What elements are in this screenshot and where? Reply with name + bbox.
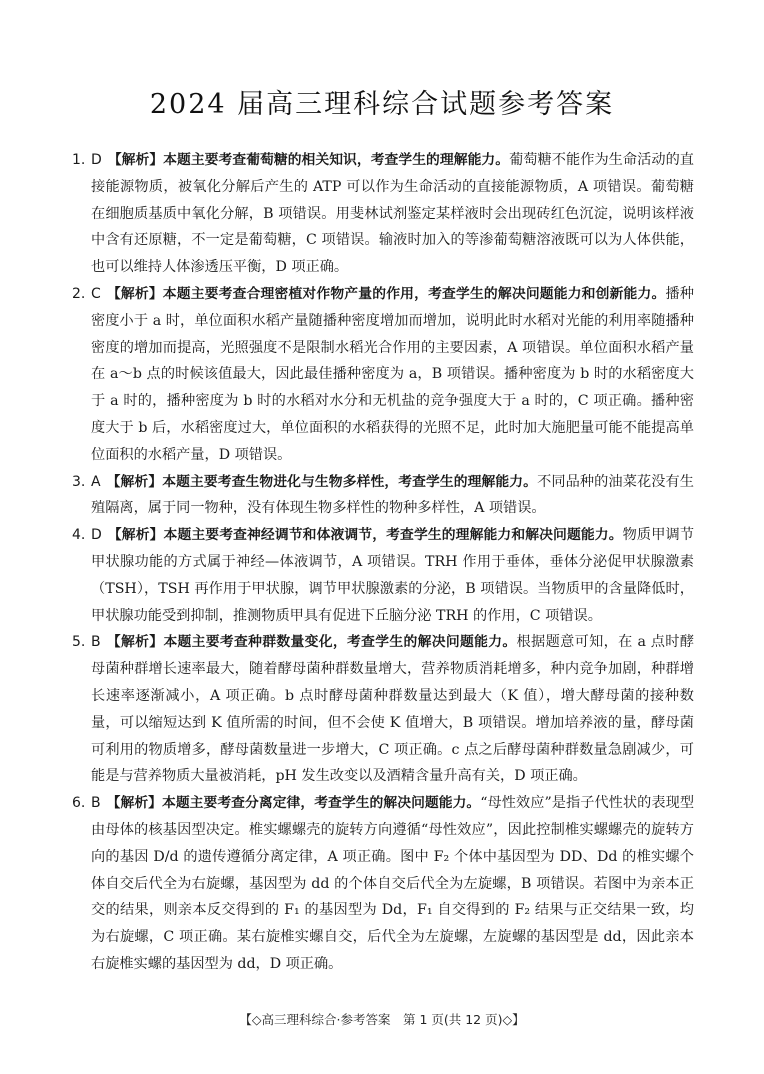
item-number: 6. xyxy=(72,795,86,812)
item-answer: B xyxy=(91,634,101,651)
item-body: 根据题意可知，在 a 点时酵母菌种群增长速率最大，随着酵母菌种群数量增大，营养物质消耗增多，种内竞争加剧，种群增长速率逐渐减小，A 项正确。b 点时酵母菌种群数量达到最大（K 值），增大酵母菌的接种数量，可以缩短达到 K 值所需的时间，但不会使 K 值增大，B 项错误。增加培养液的量，酵母菌可利用的物质增多，酵母菌数量进一步增大，C 项正确。c 点之后酵母菌种群数量急剧减少，可能是与营养物质大量被消耗，pH 发生改变以及酒精含量升高有关，D 项正确。 xyxy=(91,634,695,785)
item-number: 5. xyxy=(72,634,86,651)
item-number: 2. xyxy=(72,285,86,302)
item-tag: 【解析】 xyxy=(107,152,164,168)
answer-list xyxy=(72,147,694,978)
item-tag: 【解析】 xyxy=(106,473,163,490)
item-body: 葡萄糖不能作为生命活动的直接能源物质，被氧化分解后产生的 ATP 可以作为生命活动的直接能源物质，A 项错误。葡萄糖在细胞质基质中氧化分解，B 项错误。用斐林试剂鉴定某样液时会出现砖红色沉淀，说明该样液中含有还原糖，不一定是葡萄糖，C 项错误。输液时加入的等渗葡萄糖溶液既可以为人体供能，也可以维持人体渗透压平衡，D 项正确。 xyxy=(91,152,694,276)
item-number: 4. xyxy=(72,527,86,544)
item-lead: 本题主要考查合理密植对作物产量的作用，考查学生的解决问题能力和创新能力。 xyxy=(162,285,666,302)
item-lead: 本题主要考查葡萄糖的相关知识，考查学生的理解能力。 xyxy=(163,152,510,168)
item-tag: 【解析】 xyxy=(107,527,164,544)
item-lead: 本题主要考查分离定律，考查学生的解决问题能力。 xyxy=(162,795,481,812)
item-number: 1. xyxy=(72,152,86,168)
item-body: 物质甲调节甲状腺功能的方式属于神经—体液调节，A 项错误。TRH 作用于垂体，垂体分泌促甲状腺激素（TSH），TSH 再作用于甲状腺，调节甲状腺激素的分泌，B 项错误。当物质甲的含量降低时，甲状腺功能受到抑制，推测物质甲具有促进下丘脑分泌 TRH 的作用，C 项错误。 xyxy=(91,527,695,624)
item-answer: C xyxy=(91,285,101,302)
answer-item-4 xyxy=(72,522,694,629)
item-answer: B xyxy=(91,795,101,812)
item-tag: 【解析】 xyxy=(106,285,163,302)
item-answer: D xyxy=(91,527,102,544)
page-title: 2024 届高三理科综合试题参考答案 xyxy=(149,89,615,120)
item-tag: 【解析】 xyxy=(106,795,162,812)
item-tag: 【解析】 xyxy=(106,634,164,651)
item-answer: D xyxy=(91,152,102,168)
item-body: 播种密度小于 a 时，单位面积水稻产量随播种密度增加而增加，说明此时水稻对光能的利用率随播种密度的增加而提高，光照强度不是限制水稻光合作用的主要因素，A 项错误。单位面积水稻产量在 a～b 点的时候该值最大，因此最佳播种密度为 a，B 项错误。播种密度为 b 时的水稻密度大于 a 时的，播种密度为 b 时的水稻对水分和无机盐的竞争强度大于 a 时的，C 项正确。播种密度大于 b 后，水稻密度过大，单位面积的水稻获得的光照不足，此时加大施肥量可能不能提高单位面积的水稻产量，D 项错误。 xyxy=(91,285,694,463)
item-body: “母性效应”是指子代性状的表现型由母体的核基因型决定。椎实螺螺壳的旋转方向遵循“母性效应”，因此控制椎实螺螺壳的旋转方向的基因 D/d 的遗传遵循分离定律，A 项正确。图中 F₂ 个体中基因型为 DD、Dd 的椎实螺个体自交后代全为右旋螺，基因型为 dd 的个体自交后代全为左旋螺，B 项错误。若图中为亲本正交的结果，则亲本反交得到的 F₁ 的基因型为 Dd，F₁ 自交得到的 F₂ 结果与正交结果一致，均为右旋螺，C 项正确。某右旋椎实螺自交，后代全为左旋螺，左旋螺的基因型是 dd，因此亲本右旋椎实螺的基因型为 dd，D 项正确。 xyxy=(91,795,695,972)
item-lead: 本题主要考查种群数量变化，考查学生的解决问题能力。 xyxy=(163,634,517,651)
item-lead: 本题主要考查神经调节和体液调节，考查学生的理解能力和解决问题能力。 xyxy=(163,527,623,544)
item-answer: A xyxy=(91,473,101,490)
item-number: 3. xyxy=(72,473,86,490)
answer-item-5 xyxy=(72,629,694,790)
page-footer: 【◇高三理科综合·参考答案 第 1 页(共 12 页)◇】 xyxy=(239,1012,525,1027)
answer-item-1 xyxy=(72,147,694,281)
item-lead: 本题主要考查生物进化与生物多样性，考查学生的理解能力。 xyxy=(162,473,538,490)
answer-item-3 xyxy=(72,469,694,523)
item-body: 不同品种的油菜花没有生殖隔离，属于同一物种，没有体现生物多样性的物种多样性，A 项错误。 xyxy=(91,473,694,517)
answer-item-2 xyxy=(72,281,694,469)
answer-item-6 xyxy=(72,790,694,978)
